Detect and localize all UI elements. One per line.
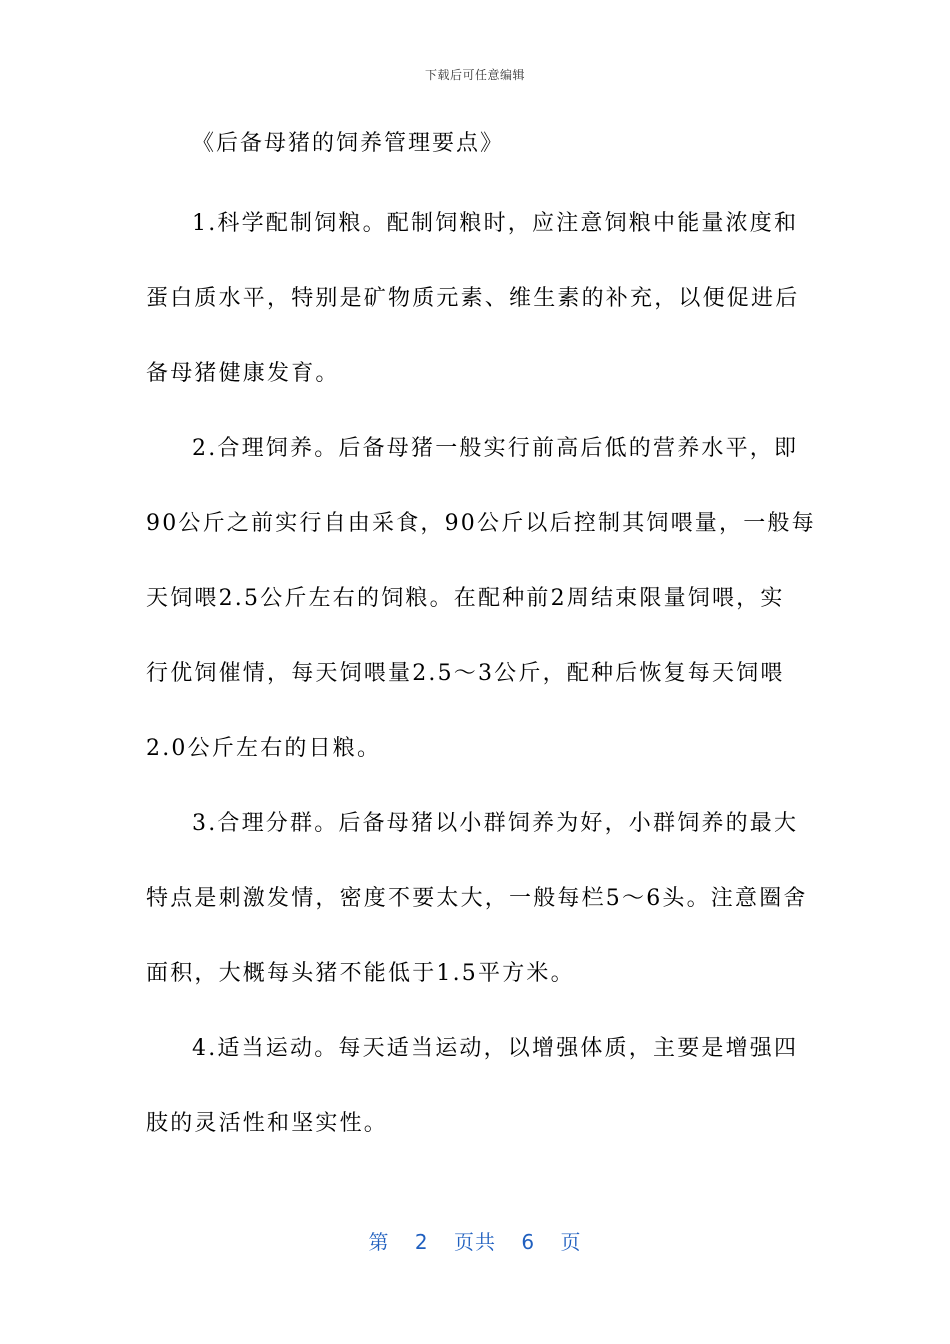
paragraph-1-line-1: 1.科学配制饲粮。配制饲粮时，应注意饲粮中能量浓度和 [192,211,799,236]
paragraph-4-line-2: 肢的灵活性和坚实性。 [146,1111,389,1136]
paragraph-2-line-5: 2.0公斤左右的日粮。 [146,736,382,761]
paragraph-2-line-1: 2.合理饲养。后备母猪一般实行前高后低的营养水平，即 [192,436,799,461]
page-footer [0,1226,950,1255]
paragraph-2-line-4: 行优饲催情，每天饲喂量2.5～3公斤，配种后恢复每天饲喂 [146,661,785,686]
footer-current-page: 2 [414,1230,429,1254]
paragraph-2-line-3: 天饲喂2.5公斤左右的饲粮。在配种前2周结束限量饲喂，实 [146,586,785,611]
paragraph-3-line-3: 面积，大概每头猪不能低于1.5平方米。 [146,961,575,986]
paragraph-2-line-2: 90公斤之前实行自由采食，90公斤以后控制其饲喂量，一般每 [146,511,816,536]
paragraph-1-line-2: 蛋白质水平，特别是矿物质元素、维生素的补充，以便促进后 [146,286,800,311]
footer-middle: 页共 [454,1230,496,1254]
footer-total-pages: 6 [521,1230,536,1254]
footer-suffix: 页 [560,1230,582,1254]
footer-prefix: 第 [368,1230,390,1254]
paragraph-4-line-1: 4.适当运动。每天适当运动，以增强体质，主要是增强四 [192,1036,799,1061]
document-title: 《后备母猪的饲养管理要点》 [192,131,505,156]
paragraph-3-line-2: 特点是刺激发情，密度不要太大，一般每栏5～6头。注意圈舍 [146,886,808,911]
header-note: 下载后可任意编辑 [424,68,525,82]
paragraph-3-line-1: 3.合理分群。后备母猪以小群饲养为好，小群饲养的最大 [192,811,799,836]
paragraph-1-line-3: 备母猪健康发育。 [146,361,340,386]
